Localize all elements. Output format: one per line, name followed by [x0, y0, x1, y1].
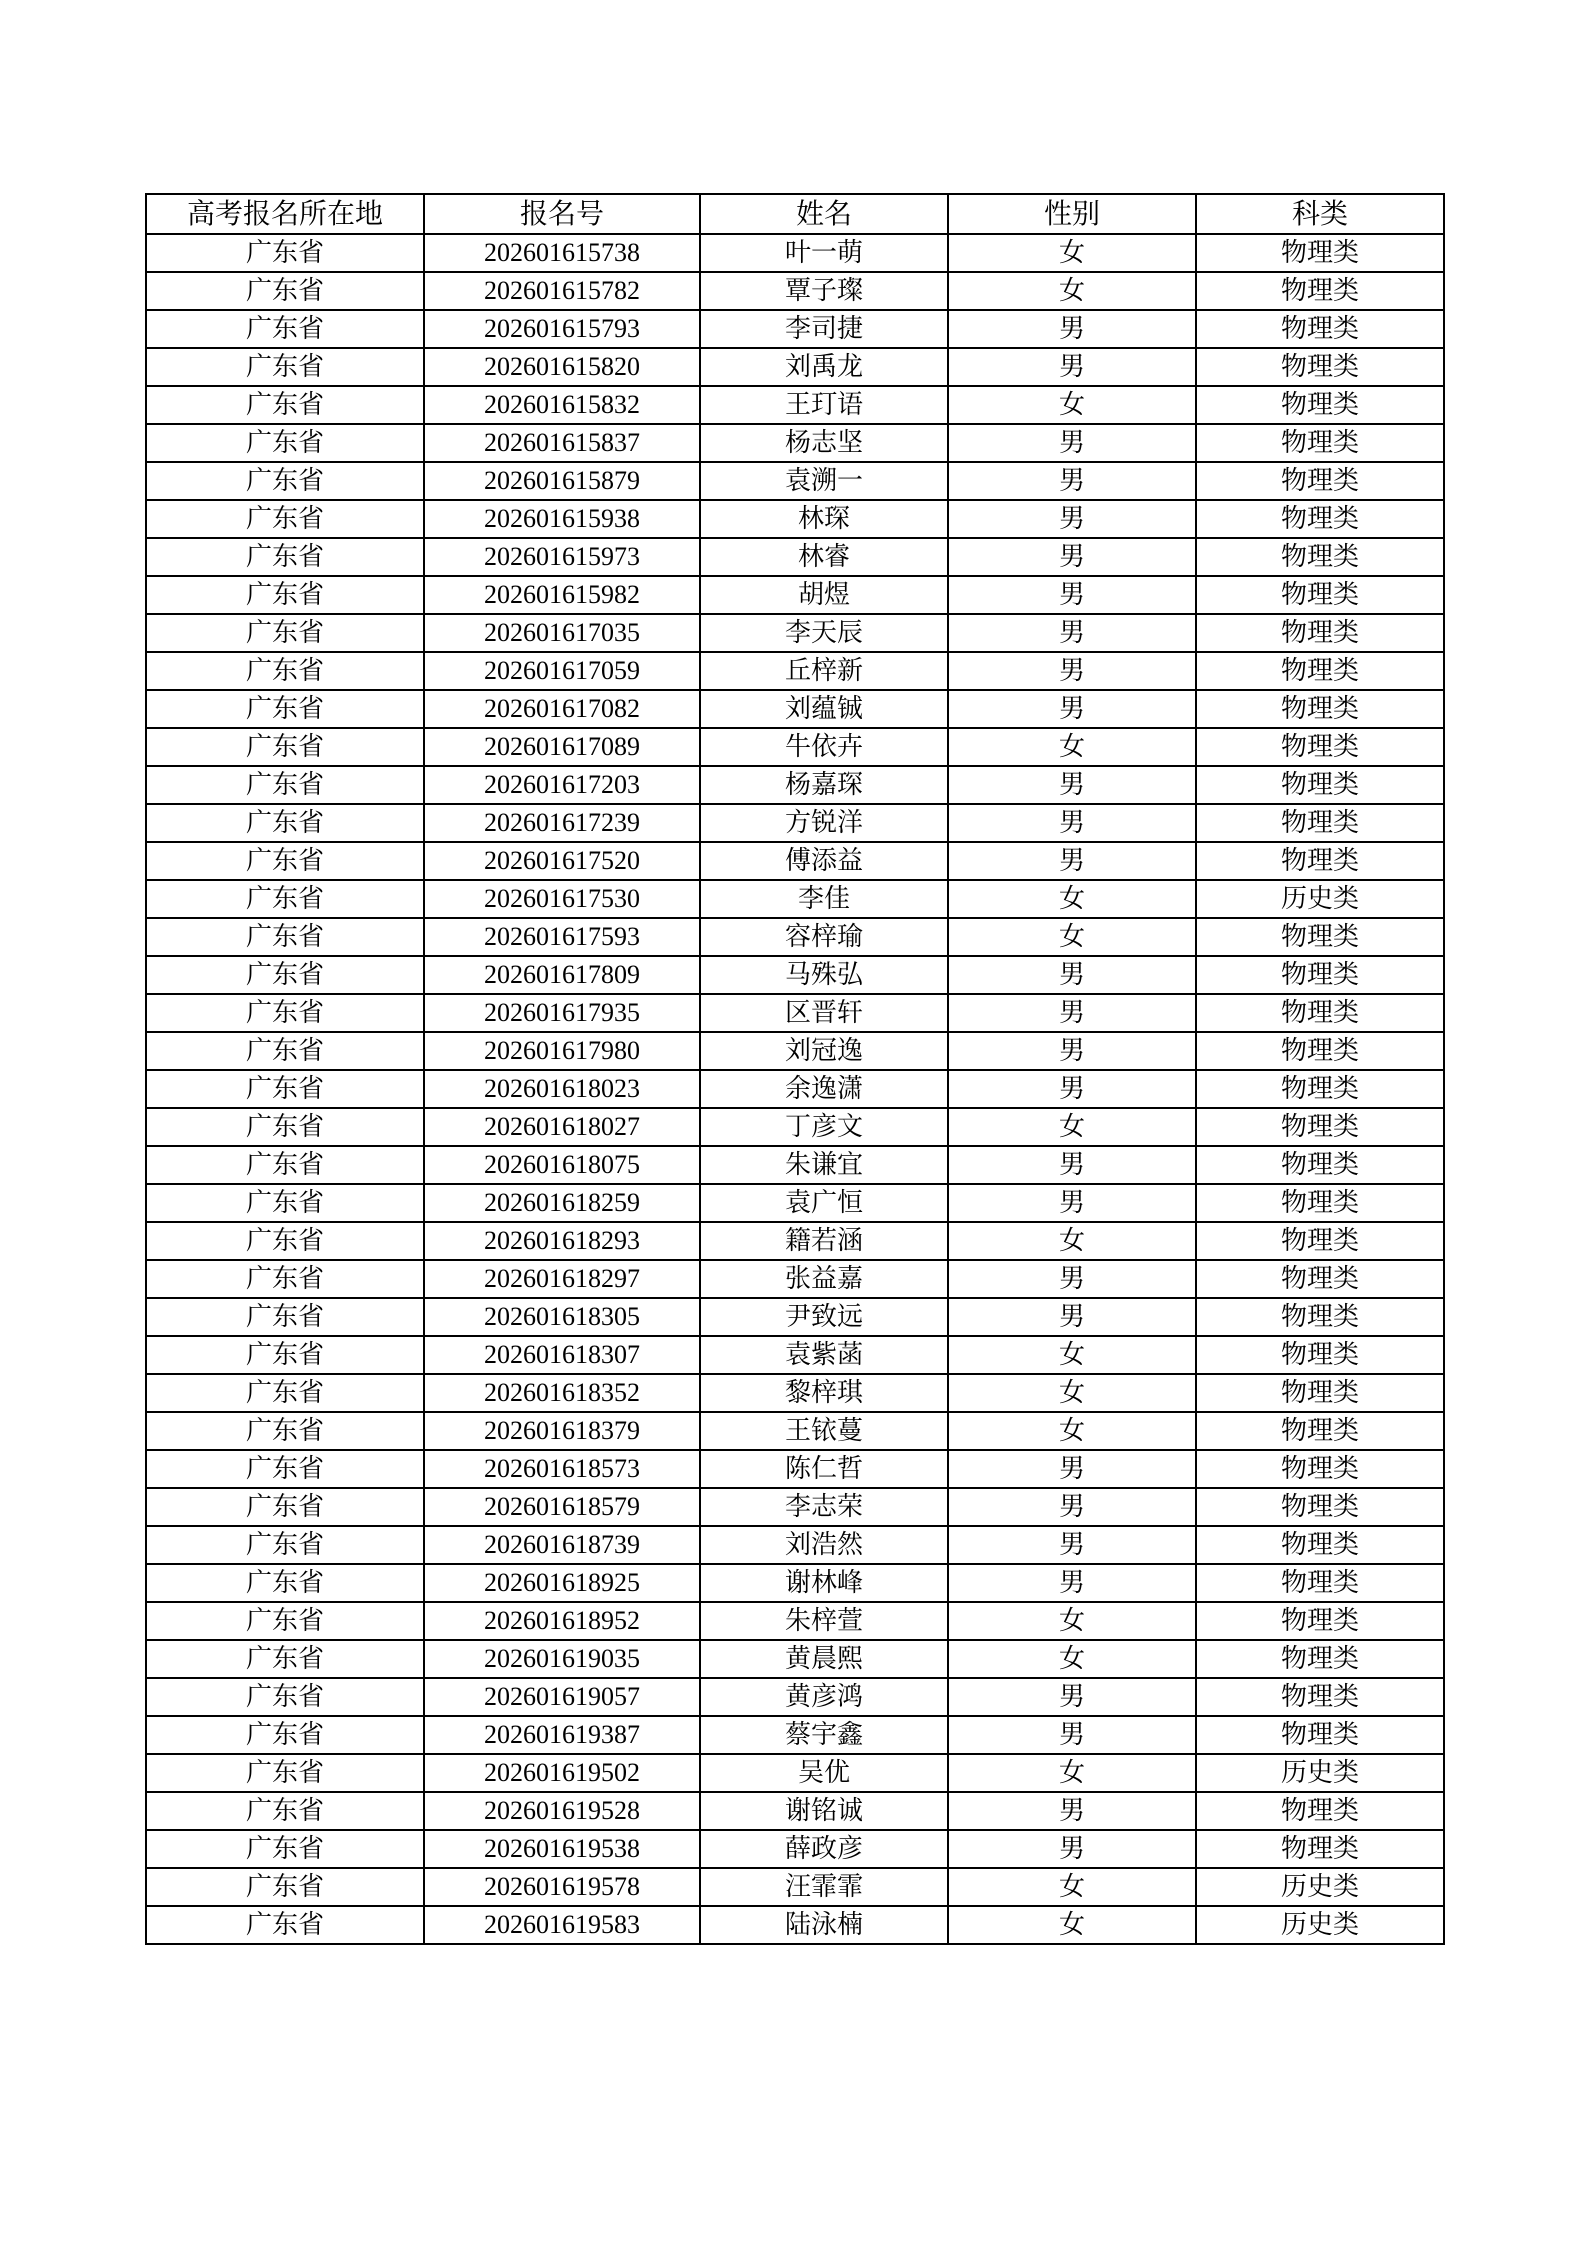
table-row [146, 1754, 1444, 1792]
cell-name: 王玎语 [700, 386, 948, 424]
cell-name: 胡煜 [700, 576, 948, 614]
cell-name: 牛依卉 [700, 728, 948, 766]
cell-subject-category: 物理类 [1196, 462, 1444, 500]
cell-name: 薛政彦 [700, 1830, 948, 1868]
cell-name: 丁彦文 [700, 1108, 948, 1146]
cell-name: 杨嘉琛 [700, 766, 948, 804]
table-row [146, 272, 1444, 310]
table-row [146, 1678, 1444, 1716]
cell-location: 广东省 [146, 576, 424, 614]
table-row [146, 918, 1444, 956]
cell-location: 广东省 [146, 1754, 424, 1792]
cell-location: 广东省 [146, 690, 424, 728]
cell-registration-number: 202601615938 [424, 500, 700, 538]
cell-subject-category: 物理类 [1196, 1792, 1444, 1830]
cell-name: 覃子璨 [700, 272, 948, 310]
cell-registration-number: 202601619583 [424, 1906, 700, 1944]
cell-name: 尹致远 [700, 1298, 948, 1336]
cell-location: 广东省 [146, 1450, 424, 1488]
cell-registration-number: 202601618307 [424, 1336, 700, 1374]
cell-location: 广东省 [146, 728, 424, 766]
table-row [146, 538, 1444, 576]
cell-location: 广东省 [146, 956, 424, 994]
table-row [146, 386, 1444, 424]
cell-name: 袁溯一 [700, 462, 948, 500]
cell-registration-number: 202601618352 [424, 1374, 700, 1412]
cell-name: 区晋轩 [700, 994, 948, 1032]
cell-name: 袁紫菡 [700, 1336, 948, 1374]
cell-subject-category: 物理类 [1196, 956, 1444, 994]
table-row [146, 1868, 1444, 1906]
cell-name: 刘禹龙 [700, 348, 948, 386]
cell-registration-number: 202601618739 [424, 1526, 700, 1564]
cell-location: 广东省 [146, 1830, 424, 1868]
cell-subject-category: 物理类 [1196, 1108, 1444, 1146]
table-row [146, 500, 1444, 538]
cell-gender: 男 [948, 1830, 1196, 1868]
cell-subject-category: 历史类 [1196, 1868, 1444, 1906]
cell-registration-number: 202601618305 [424, 1298, 700, 1336]
cell-location: 广东省 [146, 652, 424, 690]
cell-name: 朱谦宜 [700, 1146, 948, 1184]
cell-subject-category: 物理类 [1196, 1564, 1444, 1602]
cell-location: 广东省 [146, 1222, 424, 1260]
cell-gender: 男 [948, 576, 1196, 614]
cell-location: 广东省 [146, 538, 424, 576]
cell-registration-number: 202601618952 [424, 1602, 700, 1640]
cell-gender: 女 [948, 1108, 1196, 1146]
cell-location: 广东省 [146, 1184, 424, 1222]
cell-registration-number: 202601615973 [424, 538, 700, 576]
cell-gender: 女 [948, 1374, 1196, 1412]
cell-subject-category: 物理类 [1196, 1488, 1444, 1526]
cell-registration-number: 202601617980 [424, 1032, 700, 1070]
cell-location: 广东省 [146, 1868, 424, 1906]
cell-location: 广东省 [146, 1336, 424, 1374]
cell-name: 容梓瑜 [700, 918, 948, 956]
cell-gender: 男 [948, 690, 1196, 728]
cell-location: 广东省 [146, 1564, 424, 1602]
table-row [146, 1184, 1444, 1222]
cell-registration-number: 202601617089 [424, 728, 700, 766]
cell-location: 广东省 [146, 1412, 424, 1450]
cell-name: 谢铭诚 [700, 1792, 948, 1830]
table-row [146, 1526, 1444, 1564]
cell-location: 广东省 [146, 880, 424, 918]
table-row [146, 766, 1444, 804]
cell-location: 广东省 [146, 310, 424, 348]
cell-subject-category: 物理类 [1196, 1222, 1444, 1260]
cell-location: 广东省 [146, 994, 424, 1032]
cell-gender: 男 [948, 424, 1196, 462]
cell-subject-category: 物理类 [1196, 842, 1444, 880]
cell-subject-category: 物理类 [1196, 1640, 1444, 1678]
cell-name: 刘蕴铖 [700, 690, 948, 728]
table-row [146, 1906, 1444, 1944]
cell-registration-number: 202601615982 [424, 576, 700, 614]
cell-location: 广东省 [146, 1488, 424, 1526]
cell-registration-number: 202601617593 [424, 918, 700, 956]
table-row [146, 1488, 1444, 1526]
cell-registration-number: 202601615837 [424, 424, 700, 462]
cell-gender: 男 [948, 1564, 1196, 1602]
cell-location: 广东省 [146, 804, 424, 842]
cell-subject-category: 物理类 [1196, 310, 1444, 348]
table-row [146, 1032, 1444, 1070]
cell-registration-number: 202601618297 [424, 1260, 700, 1298]
cell-name: 蔡宇鑫 [700, 1716, 948, 1754]
cell-location: 广东省 [146, 1108, 424, 1146]
table-row [146, 576, 1444, 614]
cell-registration-number: 202601615738 [424, 234, 700, 272]
cell-subject-category: 物理类 [1196, 576, 1444, 614]
cell-registration-number: 202601617935 [424, 994, 700, 1032]
cell-location: 广东省 [146, 462, 424, 500]
cell-location: 广东省 [146, 842, 424, 880]
cell-gender: 男 [948, 1792, 1196, 1830]
table-row [146, 1830, 1444, 1868]
cell-location: 广东省 [146, 1602, 424, 1640]
header-gender: 性别 [948, 194, 1196, 234]
cell-name: 刘冠逸 [700, 1032, 948, 1070]
table-row [146, 1602, 1444, 1640]
cell-gender: 男 [948, 1070, 1196, 1108]
cell-location: 广东省 [146, 1374, 424, 1412]
table-row [146, 1640, 1444, 1678]
cell-subject-category: 物理类 [1196, 690, 1444, 728]
cell-registration-number: 202601615832 [424, 386, 700, 424]
cell-subject-category: 物理类 [1196, 652, 1444, 690]
table-row [146, 310, 1444, 348]
cell-name: 黎梓琪 [700, 1374, 948, 1412]
cell-gender: 男 [948, 1184, 1196, 1222]
cell-name: 黄彦鸿 [700, 1678, 948, 1716]
cell-gender: 女 [948, 272, 1196, 310]
table-header [146, 194, 1444, 234]
cell-location: 广东省 [146, 614, 424, 652]
cell-subject-category: 物理类 [1196, 766, 1444, 804]
cell-subject-category: 历史类 [1196, 1754, 1444, 1792]
cell-subject-category: 物理类 [1196, 1184, 1444, 1222]
table-row [146, 1374, 1444, 1412]
cell-name: 叶一萌 [700, 234, 948, 272]
table-row [146, 1564, 1444, 1602]
cell-location: 广东省 [146, 348, 424, 386]
table-row [146, 424, 1444, 462]
cell-name: 谢林峰 [700, 1564, 948, 1602]
cell-gender: 男 [948, 994, 1196, 1032]
cell-subject-category: 物理类 [1196, 614, 1444, 652]
cell-subject-category: 物理类 [1196, 918, 1444, 956]
cell-gender: 男 [948, 1298, 1196, 1336]
cell-subject-category: 物理类 [1196, 272, 1444, 310]
cell-gender: 男 [948, 842, 1196, 880]
cell-registration-number: 202601618293 [424, 1222, 700, 1260]
cell-subject-category: 物理类 [1196, 1830, 1444, 1868]
cell-name: 李司捷 [700, 310, 948, 348]
cell-name: 林琛 [700, 500, 948, 538]
cell-location: 广东省 [146, 386, 424, 424]
cell-name: 吴优 [700, 1754, 948, 1792]
table-row [146, 614, 1444, 652]
cell-gender: 男 [948, 766, 1196, 804]
cell-registration-number: 202601615879 [424, 462, 700, 500]
cell-name: 李佳 [700, 880, 948, 918]
cell-gender: 男 [948, 1678, 1196, 1716]
cell-subject-category: 历史类 [1196, 1906, 1444, 1944]
cell-location: 广东省 [146, 1678, 424, 1716]
cell-name: 朱梓萱 [700, 1602, 948, 1640]
cell-gender: 女 [948, 234, 1196, 272]
cell-gender: 男 [948, 500, 1196, 538]
table-row [146, 1146, 1444, 1184]
table-row [146, 1298, 1444, 1336]
table-row [146, 1716, 1444, 1754]
cell-name: 黄晨熙 [700, 1640, 948, 1678]
cell-gender: 男 [948, 1716, 1196, 1754]
table-row [146, 652, 1444, 690]
cell-registration-number: 202601617239 [424, 804, 700, 842]
cell-location: 广东省 [146, 1146, 424, 1184]
cell-gender: 男 [948, 956, 1196, 994]
cell-registration-number: 202601618023 [424, 1070, 700, 1108]
cell-name: 林睿 [700, 538, 948, 576]
cell-gender: 男 [948, 348, 1196, 386]
cell-name: 陆泳楠 [700, 1906, 948, 1944]
cell-name: 刘浩然 [700, 1526, 948, 1564]
header-registration-number: 报名号 [424, 194, 700, 234]
cell-subject-category: 物理类 [1196, 1716, 1444, 1754]
cell-name: 王铱蔓 [700, 1412, 948, 1450]
cell-location: 广东省 [146, 1070, 424, 1108]
cell-name: 方锐洋 [700, 804, 948, 842]
cell-name: 籍若涵 [700, 1222, 948, 1260]
cell-registration-number: 202601618579 [424, 1488, 700, 1526]
cell-subject-category: 物理类 [1196, 1298, 1444, 1336]
cell-location: 广东省 [146, 1792, 424, 1830]
cell-subject-category: 物理类 [1196, 1602, 1444, 1640]
cell-location: 广东省 [146, 918, 424, 956]
cell-registration-number: 202601617809 [424, 956, 700, 994]
cell-gender: 女 [948, 386, 1196, 424]
cell-name: 汪霏霏 [700, 1868, 948, 1906]
cell-subject-category: 物理类 [1196, 1678, 1444, 1716]
cell-gender: 女 [948, 1754, 1196, 1792]
cell-gender: 男 [948, 1450, 1196, 1488]
cell-subject-category: 物理类 [1196, 424, 1444, 462]
table-row [146, 842, 1444, 880]
cell-registration-number: 202601618925 [424, 1564, 700, 1602]
table-body [146, 234, 1444, 1944]
cell-subject-category: 物理类 [1196, 1336, 1444, 1374]
table-row [146, 690, 1444, 728]
cell-subject-category: 物理类 [1196, 1450, 1444, 1488]
cell-registration-number: 202601619035 [424, 1640, 700, 1678]
cell-registration-number: 202601618027 [424, 1108, 700, 1146]
cell-subject-category: 物理类 [1196, 348, 1444, 386]
cell-gender: 男 [948, 1032, 1196, 1070]
cell-name: 袁广恒 [700, 1184, 948, 1222]
table-row [146, 1222, 1444, 1260]
table-row [146, 1792, 1444, 1830]
cell-registration-number: 202601619528 [424, 1792, 700, 1830]
cell-gender: 女 [948, 1868, 1196, 1906]
cell-location: 广东省 [146, 1716, 424, 1754]
cell-gender: 女 [948, 728, 1196, 766]
cell-gender: 男 [948, 538, 1196, 576]
header-subject-category: 科类 [1196, 194, 1444, 234]
cell-registration-number: 202601619578 [424, 1868, 700, 1906]
cell-registration-number: 202601617059 [424, 652, 700, 690]
cell-registration-number: 202601615782 [424, 272, 700, 310]
cell-name: 杨志坚 [700, 424, 948, 462]
cell-registration-number: 202601618379 [424, 1412, 700, 1450]
cell-subject-category: 物理类 [1196, 234, 1444, 272]
cell-name: 傅添益 [700, 842, 948, 880]
cell-registration-number: 202601617530 [424, 880, 700, 918]
table-row [146, 1336, 1444, 1374]
cell-subject-category: 物理类 [1196, 538, 1444, 576]
table-row [146, 994, 1444, 1032]
cell-name: 余逸潇 [700, 1070, 948, 1108]
cell-gender: 女 [948, 918, 1196, 956]
cell-gender: 男 [948, 652, 1196, 690]
table-row [146, 348, 1444, 386]
cell-registration-number: 202601617520 [424, 842, 700, 880]
table-row [146, 804, 1444, 842]
cell-gender: 女 [948, 1336, 1196, 1374]
cell-location: 广东省 [146, 234, 424, 272]
table-row [146, 234, 1444, 272]
cell-subject-category: 物理类 [1196, 804, 1444, 842]
cell-registration-number: 202601619387 [424, 1716, 700, 1754]
cell-name: 丘梓新 [700, 652, 948, 690]
table-row [146, 956, 1444, 994]
cell-gender: 女 [948, 1602, 1196, 1640]
cell-subject-category: 物理类 [1196, 1070, 1444, 1108]
cell-gender: 男 [948, 1488, 1196, 1526]
cell-subject-category: 物理类 [1196, 1412, 1444, 1450]
cell-subject-category: 物理类 [1196, 386, 1444, 424]
cell-gender: 女 [948, 1412, 1196, 1450]
cell-registration-number: 202601618573 [424, 1450, 700, 1488]
cell-name: 马殊弘 [700, 956, 948, 994]
table-row [146, 1412, 1444, 1450]
cell-subject-category: 物理类 [1196, 728, 1444, 766]
cell-subject-category: 历史类 [1196, 880, 1444, 918]
table-row [146, 1260, 1444, 1298]
cell-name: 陈仁哲 [700, 1450, 948, 1488]
header-name: 姓名 [700, 194, 948, 234]
cell-gender: 男 [948, 804, 1196, 842]
cell-subject-category: 物理类 [1196, 1146, 1444, 1184]
cell-name: 李天辰 [700, 614, 948, 652]
cell-gender: 男 [948, 1526, 1196, 1564]
cell-registration-number: 202601617082 [424, 690, 700, 728]
cell-subject-category: 物理类 [1196, 1526, 1444, 1564]
header-registration-location: 高考报名所在地 [146, 194, 424, 234]
cell-location: 广东省 [146, 1640, 424, 1678]
cell-location: 广东省 [146, 1906, 424, 1944]
cell-registration-number: 202601617203 [424, 766, 700, 804]
table-row [146, 728, 1444, 766]
cell-location: 广东省 [146, 1298, 424, 1336]
cell-registration-number: 202601619057 [424, 1678, 700, 1716]
table-row [146, 1450, 1444, 1488]
cell-gender: 女 [948, 1640, 1196, 1678]
cell-registration-number: 202601617035 [424, 614, 700, 652]
cell-gender: 女 [948, 1906, 1196, 1944]
cell-registration-number: 202601615793 [424, 310, 700, 348]
cell-subject-category: 物理类 [1196, 500, 1444, 538]
admission-roster-table [145, 193, 1445, 1945]
cell-location: 广东省 [146, 500, 424, 538]
cell-gender: 男 [948, 614, 1196, 652]
cell-subject-category: 物理类 [1196, 1260, 1444, 1298]
cell-location: 广东省 [146, 272, 424, 310]
header-row [146, 194, 1444, 234]
cell-name: 李志荣 [700, 1488, 948, 1526]
cell-gender: 女 [948, 880, 1196, 918]
cell-name: 张益嘉 [700, 1260, 948, 1298]
cell-location: 广东省 [146, 424, 424, 462]
table-row [146, 1108, 1444, 1146]
cell-location: 广东省 [146, 1032, 424, 1070]
cell-gender: 男 [948, 1260, 1196, 1298]
cell-gender: 男 [948, 310, 1196, 348]
table-row [146, 880, 1444, 918]
cell-subject-category: 物理类 [1196, 1032, 1444, 1070]
cell-location: 广东省 [146, 1526, 424, 1564]
table-row [146, 1070, 1444, 1108]
cell-registration-number: 202601619538 [424, 1830, 700, 1868]
cell-registration-number: 202601619502 [424, 1754, 700, 1792]
cell-gender: 男 [948, 462, 1196, 500]
cell-gender: 男 [948, 1146, 1196, 1184]
cell-subject-category: 物理类 [1196, 1374, 1444, 1412]
cell-subject-category: 物理类 [1196, 994, 1444, 1032]
cell-location: 广东省 [146, 1260, 424, 1298]
cell-registration-number: 202601615820 [424, 348, 700, 386]
cell-gender: 女 [948, 1222, 1196, 1260]
cell-registration-number: 202601618259 [424, 1184, 700, 1222]
cell-registration-number: 202601618075 [424, 1146, 700, 1184]
cell-location: 广东省 [146, 766, 424, 804]
table-row [146, 462, 1444, 500]
